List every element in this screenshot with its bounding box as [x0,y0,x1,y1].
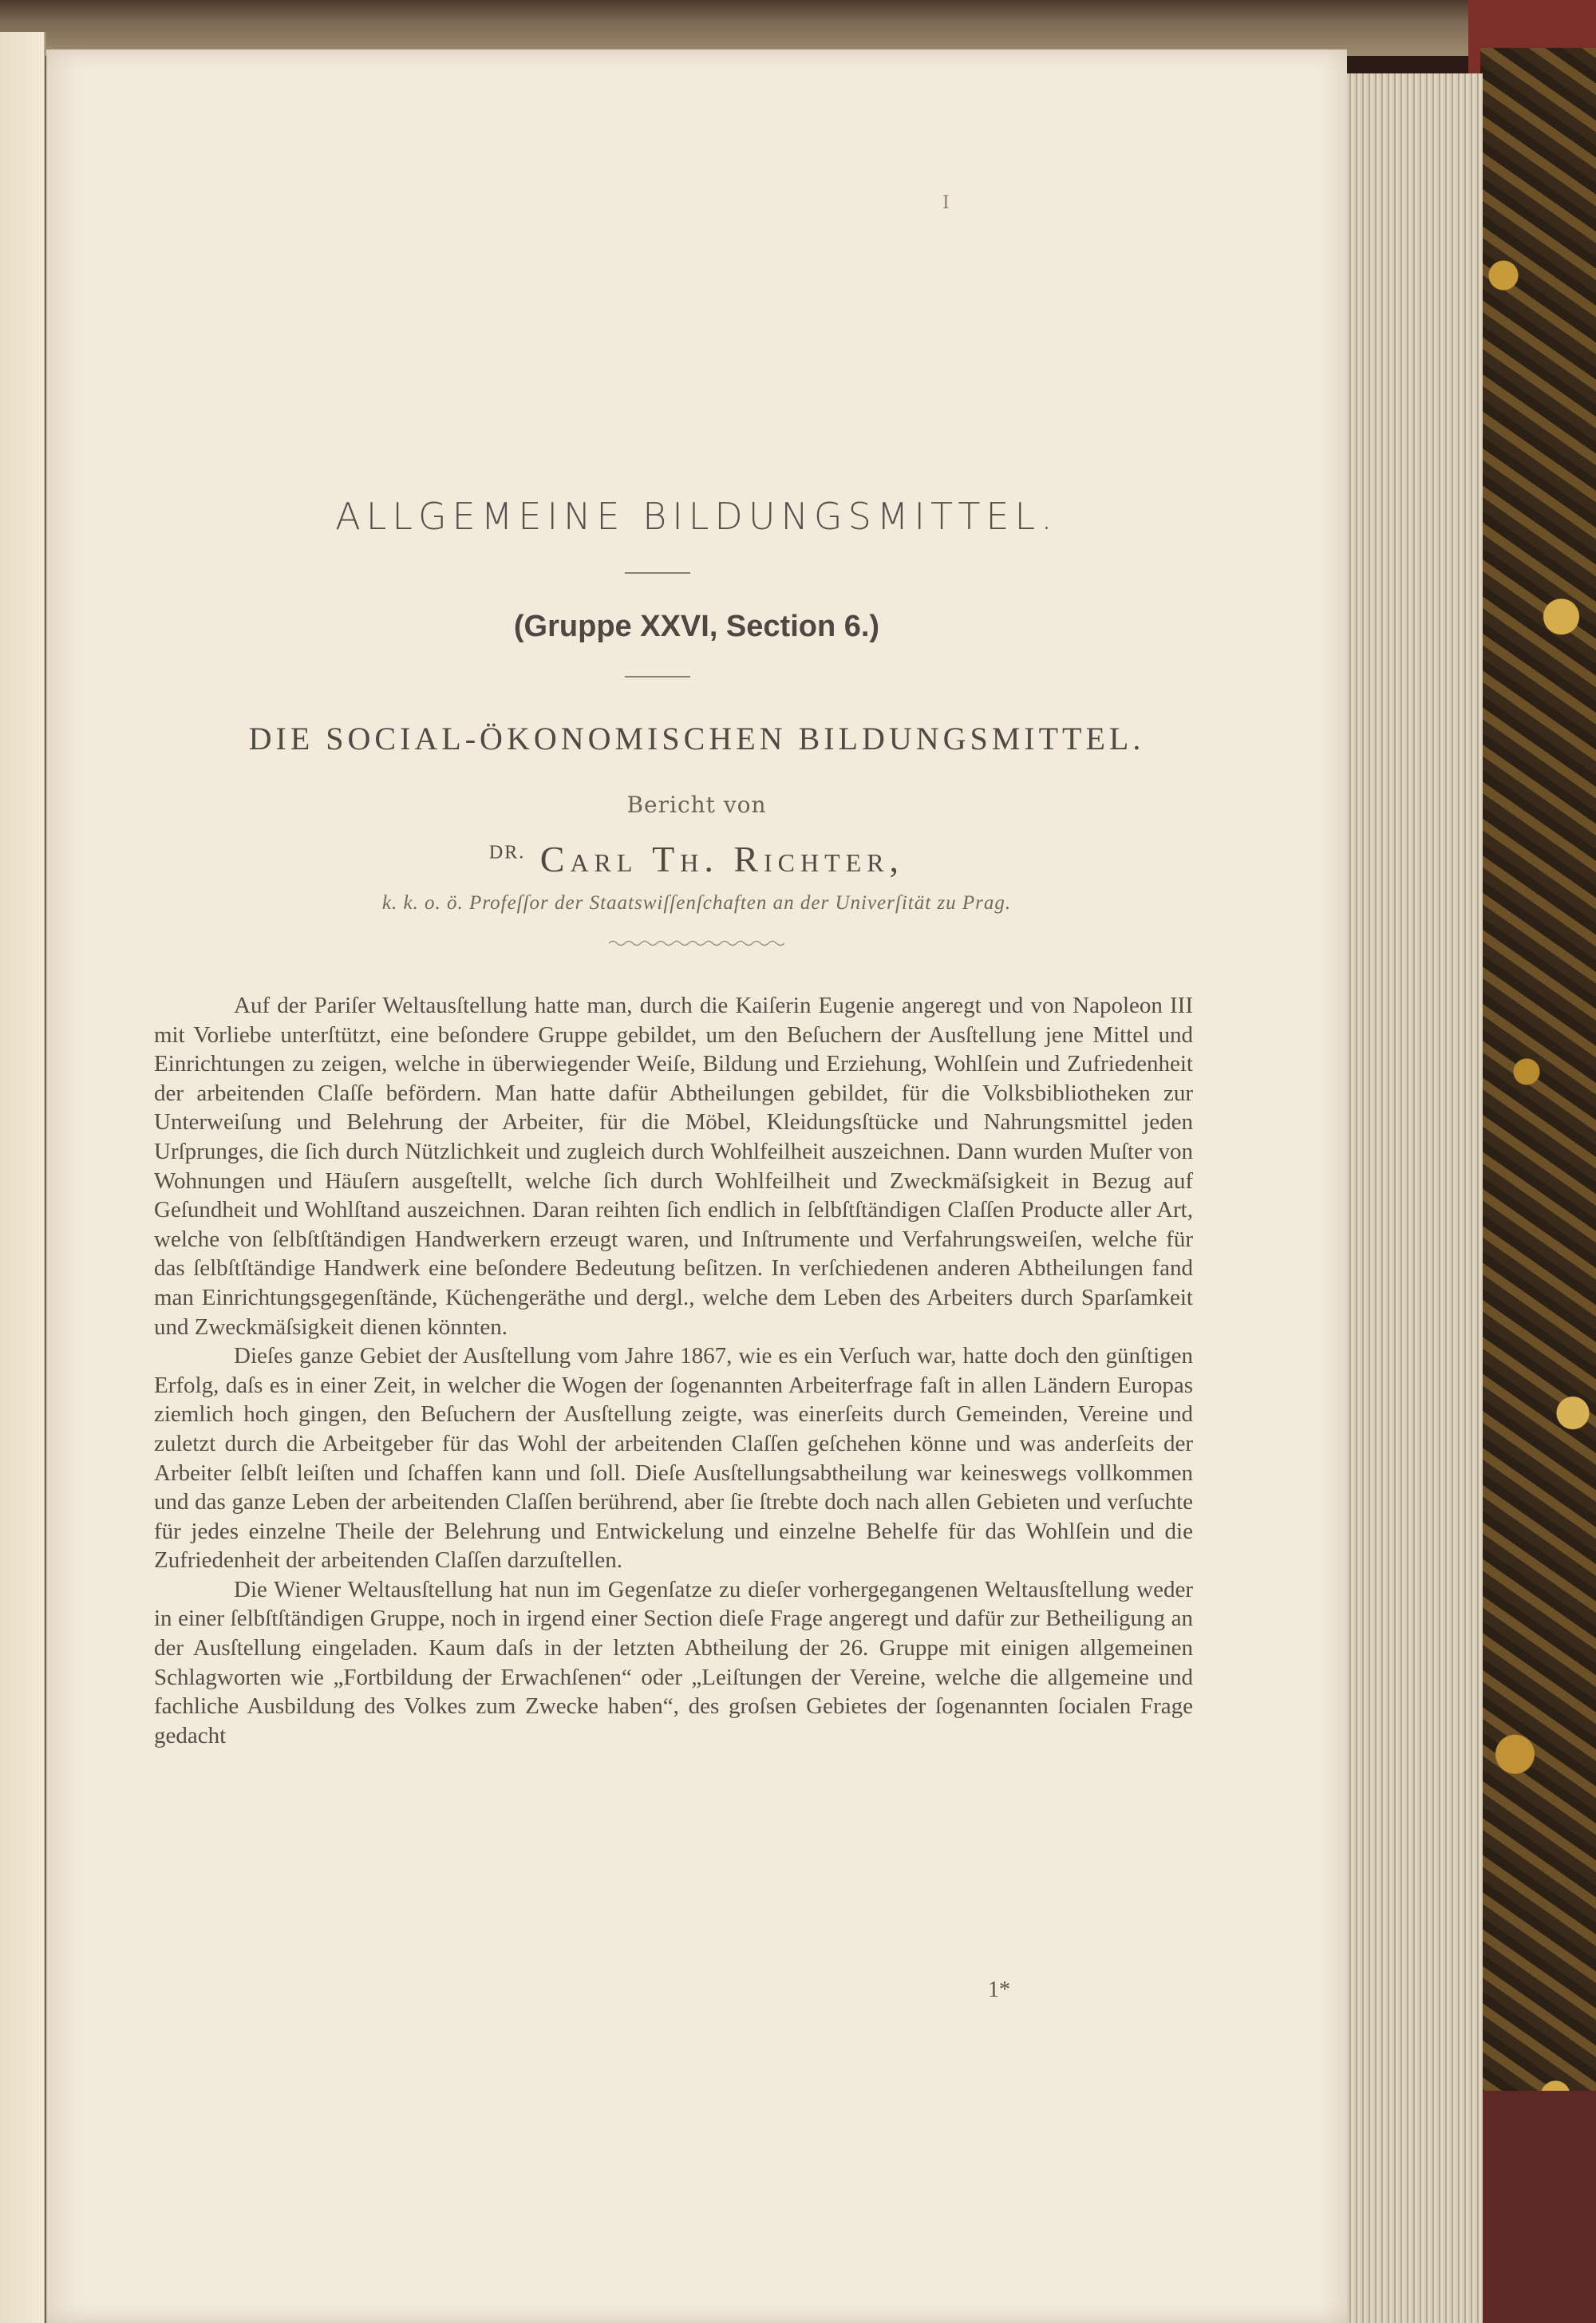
signature-mark: 1* [988,1977,1010,2002]
book-top-edge [0,0,1484,56]
author-line [46,838,1347,880]
ornament-divider [609,939,784,947]
divider-rule [625,572,690,574]
marbled-cover [1480,48,1596,2323]
main-heading: ALLGEMEINE BILDUNGSMITTEL. [335,495,1058,538]
sub-heading: DIE SOCIAL-ÖKONOMISCHEN BILDUNGSMITTEL. [248,721,1145,757]
report-by: Bericht von [626,792,767,818]
author-name: Carl Th. Richter, [539,839,905,879]
body-text [154,991,1193,1750]
group-heading: (Gruppe XXVI, Section 6.) [513,610,880,643]
page-edges [1347,73,1483,2323]
left-page-sliver [0,32,45,2323]
page-marker: I [942,193,950,213]
author-affiliation: k. k. o. ö. Profeſſor der Staatswiſſenſchaften an der Univerſität zu Prag. [381,892,1012,914]
paragraph: Dieſes ganze Gebiet der Ausſtellung vom Jahre 1867, wie es ein Verſuch war, hatte doch den günſtigen Erfolg, daſs es in einer Zeit, in welcher die Wogen der ſogenannten Arbeiterfrage faſt in allen Ländern Europas ziemlich hoch gingen, den Beſuchern der Ausſtellung zeigte, was einerſeits durch Gemeinden, Vereine und zuletzt durch die Arbeitgeber für das Wohl der arbeitenden Claſſen geſchehen könne und was anderſeits der Arbeiter ſelbſt leiſten und ſchaffen kann und ſoll. Dieſe Ausſtellungsabtheilung war keineswegs vollkommen und das ganze Leben der arbeitenden Claſſen berührend, aber ſie ſtrebte doch nach allen Gebieten und verſuchte für jedes einzelne Theile der Belehrung und Entwickelung und einzelne Behelfe für das Wohlſein und die Zufriedenheit der arbeitenden Claſſen darzuſtellen. [154,1343,1193,1574]
author-title: DR. [488,842,526,863]
cover-lower-band [1480,2091,1596,2323]
book-page [46,49,1347,2323]
divider-rule [625,676,690,678]
paragraph: Auf der Pariſer Weltausſtellung hatte man, durch die Kaiſerin Eugenie angeregt und von Napoleon III mit Vorliebe unterſtützt, eine beſondere Gruppe gebildet, um den Beſuchern der Ausſtellung jene Mittel und Einrichtungen zu zeigen, welche in überwiegender Weiſe, Bildung und Erziehung, Wohlſein und Zufriedenheit der arbeitenden Claſſe befördern. Man hatte dafür Abtheilungen gebildet, für die Volksbibliotheken zur Unterweiſung und Belehrung der Arbeiter, für die Möbel, Kleidungsſtücke und Nahrungsmittel jeden Urſprunges, die ſich durch Nützlichkeit und zugleich durch Wohlfeilheit auszeichnen. Dann wurden Muſter von Wohnungen und Häuſern ausgeſtellt, welche ſich durch Wohlfeilheit und Zweckmäſsigkeit in Bezug auf Geſundheit und Wohlſtand auszeichnen. Daran reihten ſich endlich in ſelbſtſtändigen Claſſen Producte aller Art, welche von ſelbſtſtändigen Handwerkern erzeugt waren, und Inſtrumente und Verfahrungsweiſen, welche für das ſelbſtſtändige Handwerk eine beſondere Bedeutung beſitzen. In verſchiedenen anderen Abtheilungen fand man Einrichtungsgegenſtände, Küchengeräthe und dergl., welche dem Leben des Arbeiters durch Sparſamkeit und Zweckmäſsigkeit dienen könnten. [154,993,1193,1340]
paragraph: Die Wiener Weltausſtellung hat nun im Gegenſatze zu dieſer vorhergegangenen Weltausſtellung weder in einer ſelbſtſtändigen Gruppe, noch in irgend einer Section dieſe Frage angeregt und dafür zur Betheiligung an der Ausſtellung eingeladen. Kaum daſs in der letzten Abtheilung der 26. Gruppe mit einigen allgemeinen Schlagworten wie „Fortbildung der Erwachſenen“ oder „Leiſtungen der Vereine, welche die allgemeine und fachliche Ausbildung des Volkes zum Zwecke haben“, des groſsen Gebietes der ſogenannten ſocialen Frage gedacht [154,1576,1193,1748]
